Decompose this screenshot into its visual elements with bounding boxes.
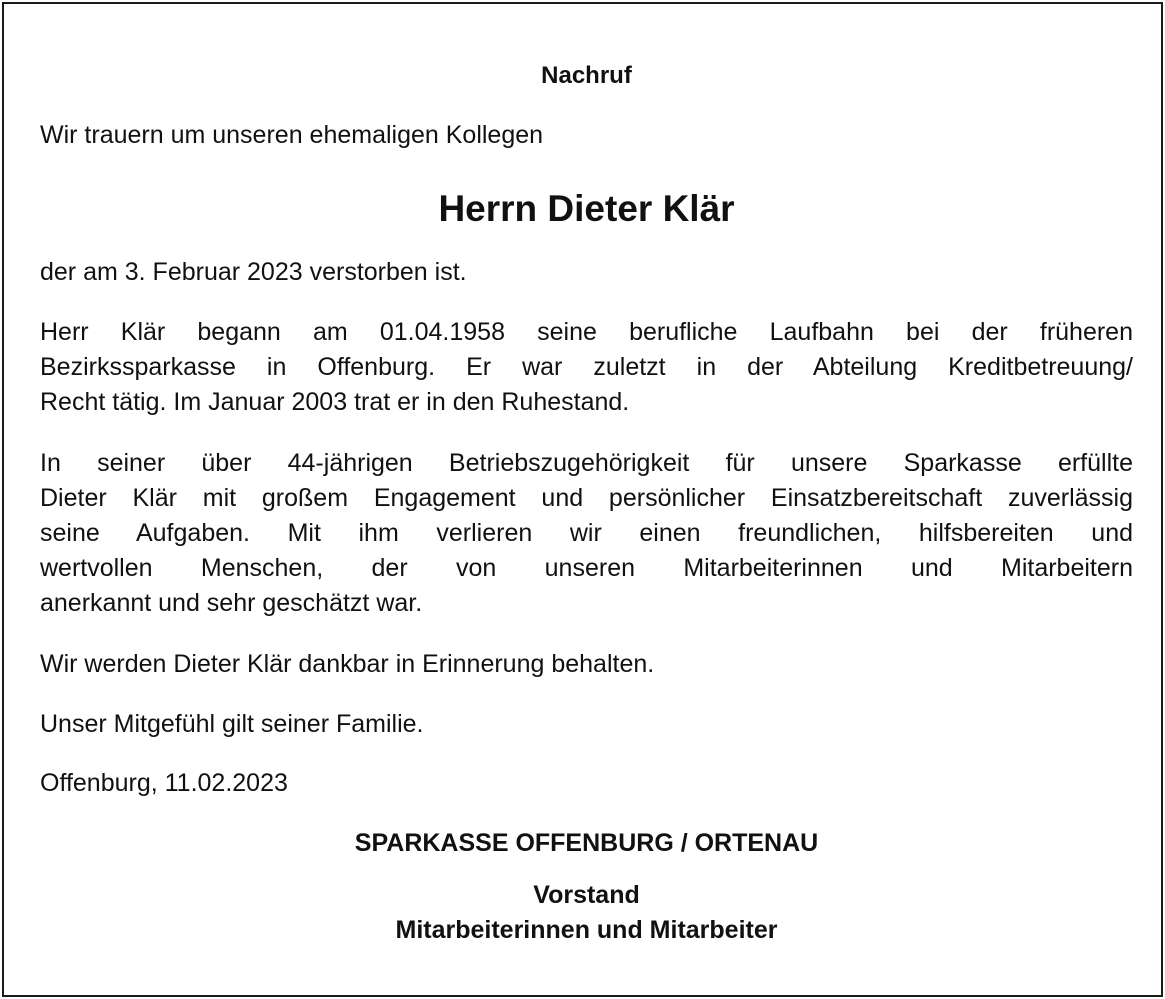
career-line: Bezirkssparkasse in Offenburg. Er war zuletzt in der Abteilung Kreditbetreuung/ (40, 353, 1133, 381)
intro-text: Wir trauern um unseren ehemaligen Kollegen (40, 121, 544, 149)
sympathy-text: Unser Mitgefühl gilt seiner Familie. (40, 710, 424, 738)
tribute-line: anerkannt und sehr geschätzt war. (40, 589, 423, 617)
tribute-paragraph (40, 446, 1133, 621)
place-date-text: Offenburg, 11.02.2023 (40, 769, 288, 797)
tribute-line: Dieter Klär mit großem Engagement und persönlicher Einsatzbereitschaft zuverlässig (40, 484, 1133, 512)
deceased-name: Herrn Dieter Klär (438, 188, 735, 229)
death-date-text: der am 3. Februar 2023 verstorben ist. (40, 258, 467, 286)
organization-name: SPARKASSE OFFENBURG / ORTENAU (354, 829, 819, 857)
obituary-frame (2, 2, 1163, 997)
memory-text: Wir werden Dieter Klär dankbar in Erinnerung behalten. (40, 650, 655, 678)
signatory-staff: Mitarbeiterinnen und Mitarbeiter (395, 916, 778, 944)
signatory-board: Vorstand (533, 881, 640, 909)
tribute-line: seine Aufgaben. Mit ihm verlieren wir einen freundlichen, hilfsbereiten und (40, 519, 1133, 547)
career-line: Herr Klär begann am 01.04.1958 seine berufliche Laufbahn bei der früheren (40, 318, 1133, 346)
career-paragraph (40, 315, 1133, 420)
tribute-line: wertvollen Menschen, der von unseren Mitarbeiterinnen und Mitarbeitern (40, 554, 1133, 582)
career-line: Recht tätig. Im Januar 2003 trat er in den Ruhestand. (40, 388, 630, 416)
tribute-line: In seiner über 44-jährigen Betriebszugehörigkeit für unsere Sparkasse erfüllte (40, 449, 1133, 477)
notice-heading: Nachruf (541, 62, 632, 89)
